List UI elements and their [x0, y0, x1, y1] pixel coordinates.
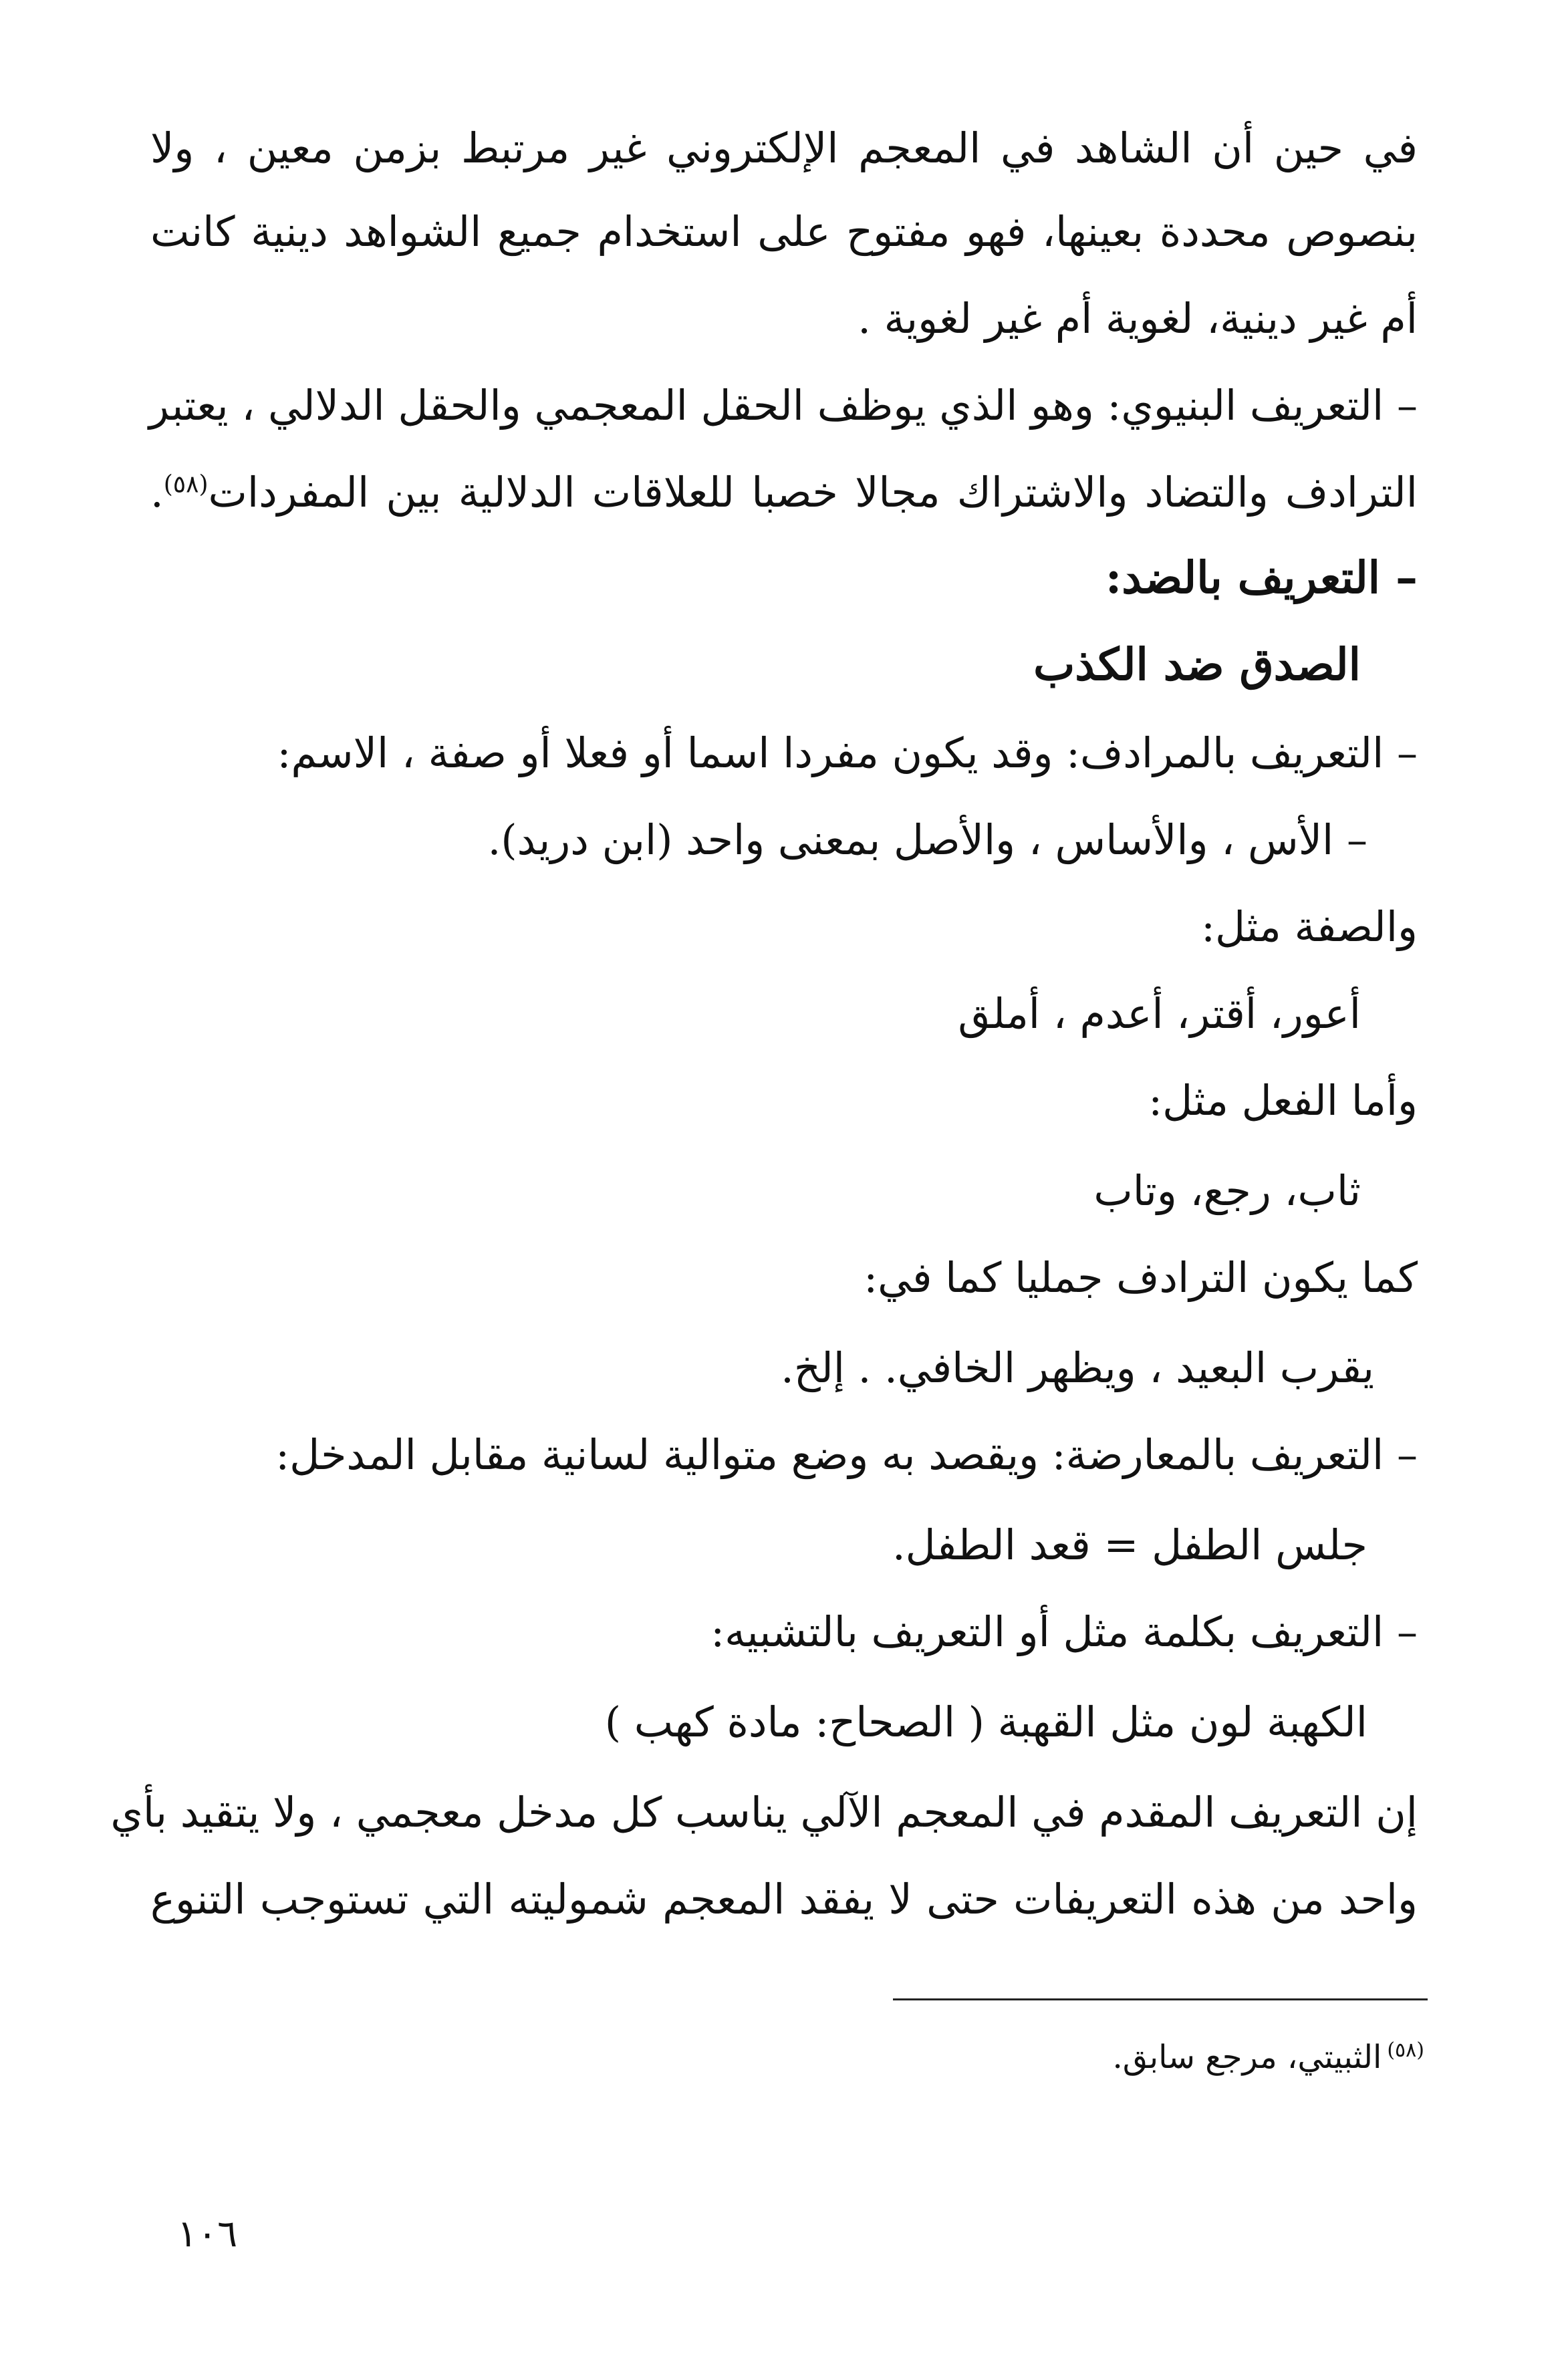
opposition-line: – التعريف بالمعارضة: ويقصد به وضع متوالية لسانية مقابل المدخل:	[275, 1430, 1418, 1479]
body-line-3: أم غير دينية، لغوية أم غير لغوية .	[858, 294, 1418, 343]
synonym-line: – التعريف بالمرادف: وقد يكون مفردا اسما أو فعلا أو صفة ، الاسم:	[277, 729, 1418, 777]
body-line-2: بنصوص محددة بعينها، فهو مفتوح على استخدام جميع الشواهد دينية كانت	[150, 207, 1418, 256]
body-line-5-wrap: الترادف والتضاد والاشتراك مجالا خصبا للعلاقات الدلالية بين المفردات$^{(٥٨)}$.	[150, 468, 1418, 517]
example-contrast: الصدق ضد الكذب	[1033, 638, 1361, 690]
synonym-example: – الأس ، والأساس ، والأصل بمعنى واحد (ابن دريد).	[487, 815, 1367, 864]
footnote-text: الثبيتي، مرجع سابق.	[1112, 2039, 1382, 2076]
footnote	[1113, 2039, 1425, 2076]
footnote-reference: (٥٨)	[163, 471, 209, 499]
closing-line-2: واحد من هذه التعريفات حتى لا يفقد المعجم شموليته التي تستوجب التنوع	[150, 1875, 1418, 1924]
verb-label: وأما الفعل مثل:	[1148, 1076, 1418, 1125]
adjective-example: أعور، أقتر، أعدم ، أملق	[958, 989, 1361, 1038]
body-line-4: – التعريف البنيوي: وهو الذي يوظف الحقل المعجمي والحقل الدلالي ، يعتبر	[148, 381, 1418, 430]
footnote-divider	[893, 1998, 1428, 2000]
phrase-label: كما يكون الترادف جمليا كما في:	[864, 1253, 1418, 1302]
adjective-label: والصفة مثل:	[1201, 902, 1418, 951]
opposition-example: جلس الطفل = قعد الطفل.	[892, 1521, 1367, 1569]
phrase-example: يقرب البعيد ، ويظهر الخافي. . إلخ.	[781, 1343, 1374, 1392]
heading-contrast: – التعريف بالضد:	[1105, 551, 1418, 604]
body-line-1: في حين أن الشاهد في المعجم الإلكتروني غير مرتبط بزمن معين ، ولا	[150, 124, 1418, 172]
simile-example: الكهبة لون مثل القهبة ( الصحاح: مادة كهب )	[604, 1698, 1367, 1746]
closing-line-1: إن التعريف المقدم في المعجم الآلي يناسب كل مدخل معجمي ، ولا يتقيد بأي	[110, 1788, 1418, 1837]
body-line-5: الترادف والتضاد والاشتراك مجالا خصبا للعلاقات الدلالية بين المفردات	[208, 468, 1418, 517]
simile-line: – التعريف بكلمة مثل أو التعريف بالتشبيه:	[710, 1607, 1418, 1656]
footnote-mark: (٥٨)	[1387, 2039, 1424, 2062]
verb-example: ثاب، رجع، وتاب	[1093, 1166, 1361, 1215]
page-number: ١٠٦	[177, 2212, 238, 2256]
